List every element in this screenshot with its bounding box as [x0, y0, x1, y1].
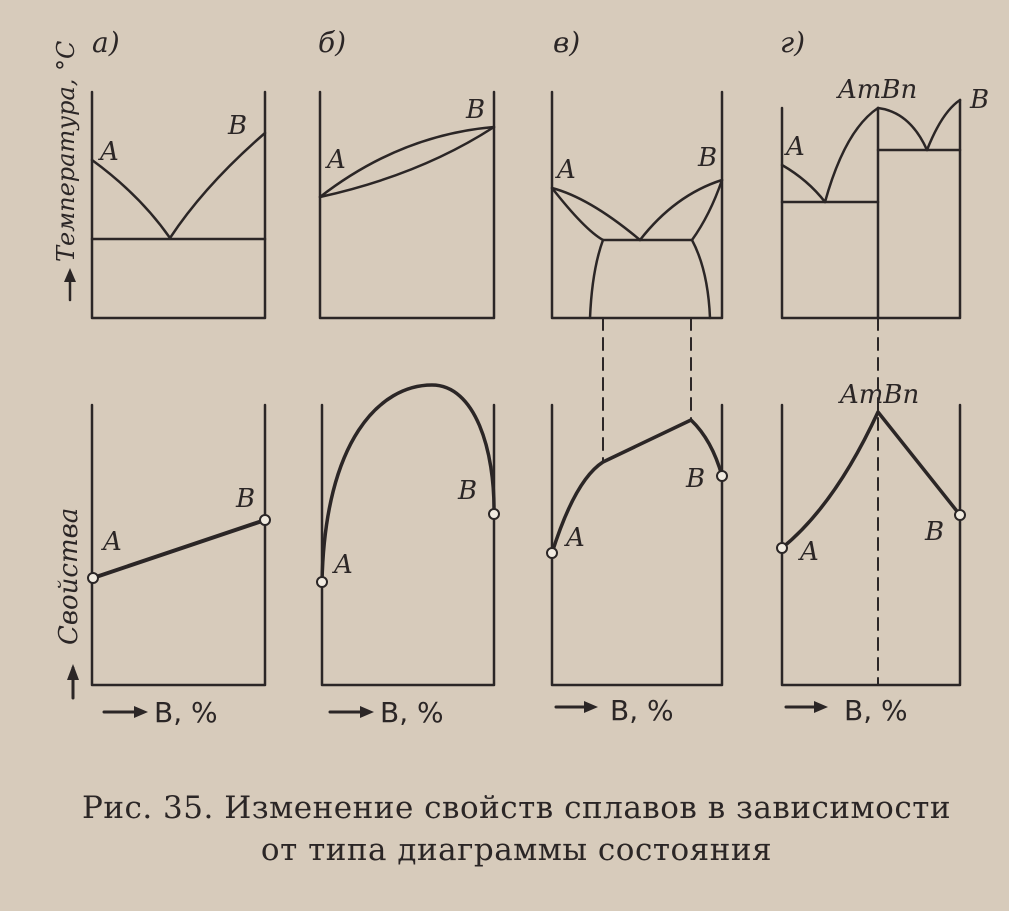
panel-d-bottom-label-a: A — [800, 537, 819, 567]
panel-d-liquidus-compound-left — [825, 108, 878, 202]
panel-d-point-a — [777, 543, 787, 553]
panel-c-top-label-a: A — [557, 155, 576, 185]
panel-a-top-label-b: B — [228, 111, 248, 141]
temperature-axis-label — [52, 41, 80, 300]
panel-b-solidus — [320, 127, 494, 197]
panel-d-top-label-b: B — [970, 85, 990, 115]
panel-c-solidus-left — [552, 188, 603, 240]
panel-d-bottom-compound: AmBn — [840, 380, 920, 410]
panel-c-point-b — [717, 471, 727, 481]
panel-a-liquidus-right — [170, 133, 265, 238]
panel-d-xlabel: B, % — [844, 694, 908, 727]
panel-b — [317, 26, 499, 729]
panel-d-top-label-a: A — [786, 132, 805, 162]
panel-a-bottom-label-b: B — [236, 484, 256, 514]
temperature-label: Температура, °С — [52, 40, 80, 262]
panel-b-xlabel: B, % — [380, 696, 444, 729]
panel-d-bottom-label-b: B — [925, 517, 945, 547]
panel-d-letter: г) — [780, 26, 806, 59]
panel-c-solvus-right — [692, 240, 710, 318]
panel-a-top-label-a: A — [100, 137, 119, 167]
panel-b-point-b — [489, 509, 499, 519]
panel-a-bottom-label-a: A — [103, 527, 122, 557]
temperature-arrow-head — [64, 268, 76, 282]
panel-c-xlabel: B, % — [610, 694, 674, 727]
panel-c-x-arrow-head — [584, 701, 598, 713]
panel-c-letter: в) — [553, 26, 581, 59]
panel-b-top-label-b: B — [466, 95, 486, 125]
panel-b-bottom-label-a: A — [334, 550, 353, 580]
panel-c-top-frame — [552, 92, 722, 318]
panel-c-point-a — [547, 548, 557, 558]
panel-d-top-compound: AmBn — [838, 75, 918, 105]
panel-b-x-arrow-head — [360, 706, 374, 718]
panel-c-liquidus-left — [552, 188, 640, 240]
panel-a-letter: а) — [92, 26, 120, 59]
panel-c-top-label-b: B — [698, 143, 718, 173]
panel-d-liquidus-compound-right — [878, 108, 927, 150]
panel-b-letter: б) — [318, 26, 347, 59]
panel-b-top-label-a: A — [327, 145, 346, 175]
panel-a-point-b — [260, 515, 270, 525]
panel-c-bottom-label-b: B — [686, 464, 706, 494]
panel-d-point-b — [955, 510, 965, 520]
panel-c — [547, 26, 727, 727]
panel-a-xlabel: B, % — [154, 696, 218, 729]
panel-d-liquidus-b — [927, 100, 960, 150]
properties-label: Свойства — [54, 507, 84, 645]
figure-caption-line1: Рис. 35. Изменение свойств сплавов в зависимости — [81, 790, 952, 826]
panel-c-bottom-label-a: A — [566, 523, 585, 553]
properties-arrow-head — [67, 664, 79, 680]
panel-b-point-a — [317, 577, 327, 587]
panel-c-solvus-left — [590, 240, 603, 318]
panel-c-solidus-right — [692, 180, 722, 240]
panel-a-x-arrow-head — [134, 706, 148, 718]
properties-axis-label — [54, 508, 84, 698]
panel-a — [88, 26, 270, 729]
panel-b-bottom-label-b: B — [458, 476, 478, 506]
panel-d-liquidus-a — [782, 165, 825, 202]
panel-b-top-frame — [320, 92, 494, 318]
figure-caption-line2: от типа диаграммы состояния — [260, 832, 773, 868]
panel-a-liquidus-left — [92, 160, 170, 238]
panel-b-liquidus — [320, 127, 494, 197]
panel-d-x-arrow-head — [814, 701, 828, 713]
panel-a-point-a — [88, 573, 98, 583]
panel-d — [777, 26, 989, 727]
